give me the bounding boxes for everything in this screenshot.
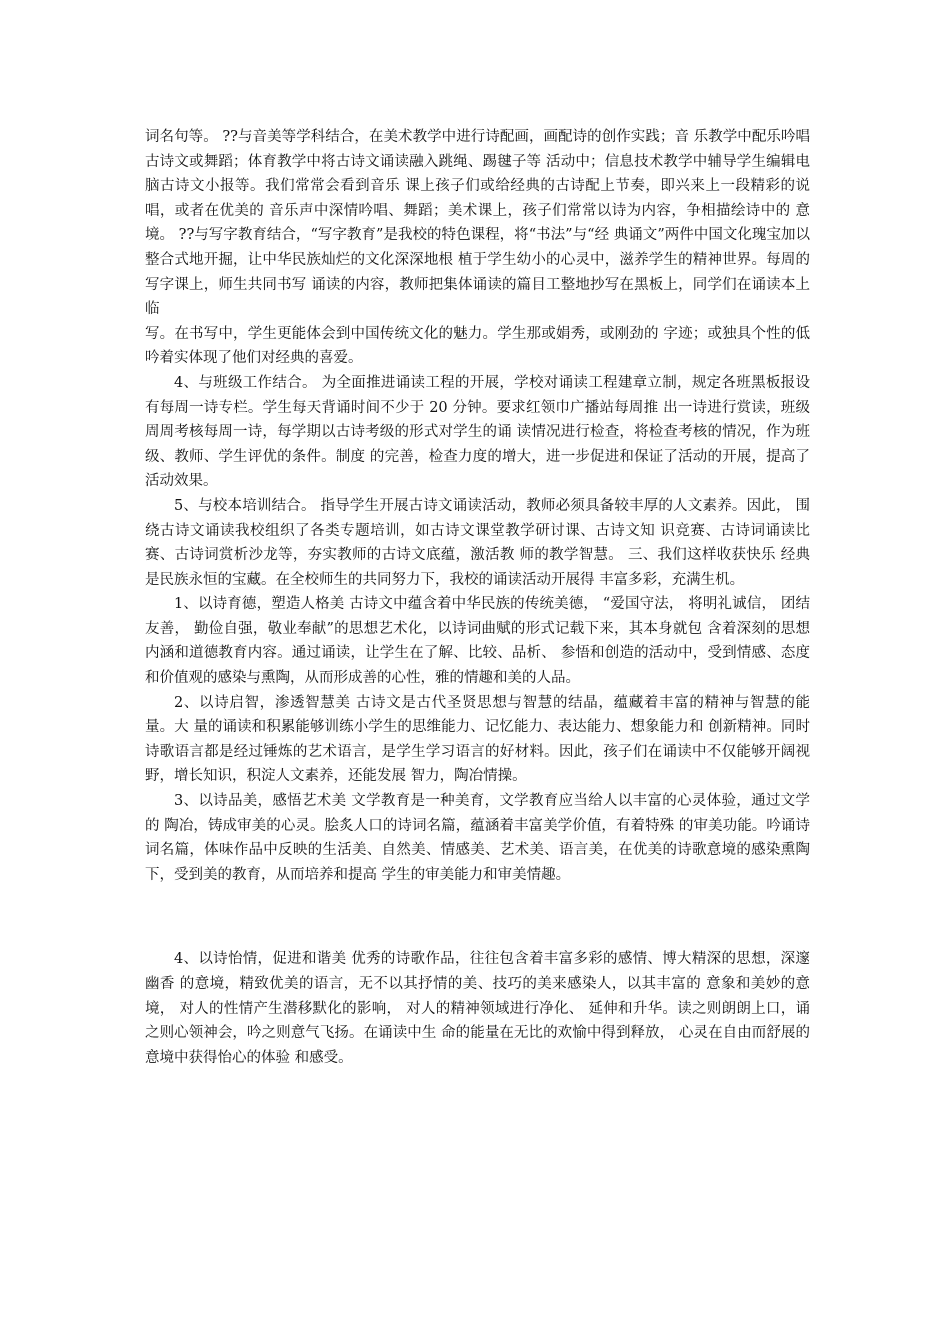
paragraph-p-gain-2: 2、以诗启智，渗透智慧美 古诗文是古代圣贤思想与智慧的结晶，蕴藏着丰富的精神与智慧的能量。大 量的诵读和积累能够训练小学生的思维能力、记忆能力、表达能力、想象能力和 创新精神。同时诗歌语言都是经过锤炼的艺术语言，是学生学习语言的好材料。因此，孩子们在诵读中不仅能够开阔视野，增长知识，积淀人文素养，还能发展 智力，陶冶情操。 [145,694,810,785]
paragraph-p-cont-1: 词名句等。 ??与音美等学科结合，在美术教学中进行诗配画，画配诗的创作实践；音 乐教学中配乐吟唱古诗文或舞蹈；体育教学中将古诗文诵读融入跳绳、踢毽子等 活动中；信息技术教学中辅导学生编辑电脑古诗文小报等。我们常常会看到音乐 课上孩子们或给经典的古诗配上节奏，即兴来上一段精彩的说唱，或者在优美的 音乐声中深情吟唱、舞蹈；美术课上，孩子们常常以诗为内容，争相描绘诗中的 意境。 ??与写字教育结合，“写字教育”是我校的特色课程，将“书法”与“经 典诵文”两件中国文化瑰宝加以整合式地开掘，让中华民族灿烂的文化深深地根 植于学生幼小的心灵中，滋养学生的精神世界。每周的写字课上，师生共同书写 诵读的内容，教师把集体诵读的篇目工整地抄写在黑板上，同学们在诵读本上临 [145,129,810,318]
document-page [145,125,810,1070]
document-body-bottom [145,947,810,1070]
paragraph-p-gain-4: 4、以诗怡情，促进和谐美 优秀的诗歌作品，往往包含着丰富多彩的感情、博大精深的思想，深邃幽香 的意境，精致优美的语言，无不以其抒情的美、技巧的美来感染人，以其丰富的 意象和美妙的意境， 对人的性情产生潜移默化的影响， 对人的精神领域进行净化、 延伸和升华。读之则朗朗上口，诵之则心领神会，吟之则意气飞扬。在诵读中生 命的能量在无比的欢愉中得到释放， 心灵在自由而舒展的意境中获得怡心的体验 和感受。 [145,951,810,1066]
paragraph-p-gain-1: 1、以诗育德，塑造人格美 古诗文中蕴含着中华民族的传统美德， “爱国守法， 将明礼诚信， 团结友善， 勤俭自强，敬业奉献”的思想艺术化，以诗词曲赋的形式记载下来，其本身就包 含着深刻的思想内涵和道德教育内容。通过诵读，让学生在了解、比较、品析、 参悟和创造的活动中，受到情感、态度和价值观的感染与熏陶，从而形成善的心性，雅的情趣和美的人品。 [145,596,810,687]
paragraph-p-item-5: 5、与校本培训结合。 指导学生开展古诗文诵读活动，教师必须具备较丰厚的人文素养。因此， 围绕古诗文诵读我校组织了各类专题培训，如古诗文课堂教学研讨课、古诗文知 识竞赛、古诗词诵读比赛、古诗词赏析沙龙等，夯实教师的古诗文底蕴，激活教 师的教学智慧。 三、我们这样收获快乐 经典是民族永恒的宝藏。在全校师生的共同努力下，我校的诵读活动开展得 丰富多彩，充满生机。 [145,497,810,588]
document-body-top [145,125,810,887]
paragraph-p-gain-3: 3、以诗品美，感悟艺术美 文学教育是一种美育，文学教育应当给人以丰富的心灵体验，通过文学的 陶冶，铸成审美的心灵。脍炙人口的诗词名篇，蕴涵着丰富美学价值，有着特殊 的审美功能。吟诵诗词名篇，体味作品中反映的生活美、自然美、情感美、艺术美、语言美，在优美的诗歌意境的感染熏陶下，受到美的教育，从而培养和提高 学生的审美能力和审美情趣。 [145,793,810,883]
section-gap [145,887,810,947]
paragraph-p-item-4: 4、与班级工作结合。 为全面推进诵读工程的开展，学校对诵读工程建章立制，规定各班黑板报设 有每周一诗专栏。学生每天背诵时间不少于 20 分钟。要求红领巾广播站每周推 出一诗进行赏读，班级周周考核每周一诗，每学期以古诗考级的形式对学生的诵 读情况进行检查，将检查考核的情况，作为班级、教师、学生评优的条件。制度 的完善，检查力度的增大，进一步促进和保证了活动的开展，提高了活动效果。 [145,374,810,490]
paragraph-p-cont-2: 写。在书写中，学生更能体会到中国传统文化的魅力。学生那或娟秀，或刚劲的 字迹；或独具个性的低吟着实体现了他们对经典的喜爱。 [145,325,810,367]
